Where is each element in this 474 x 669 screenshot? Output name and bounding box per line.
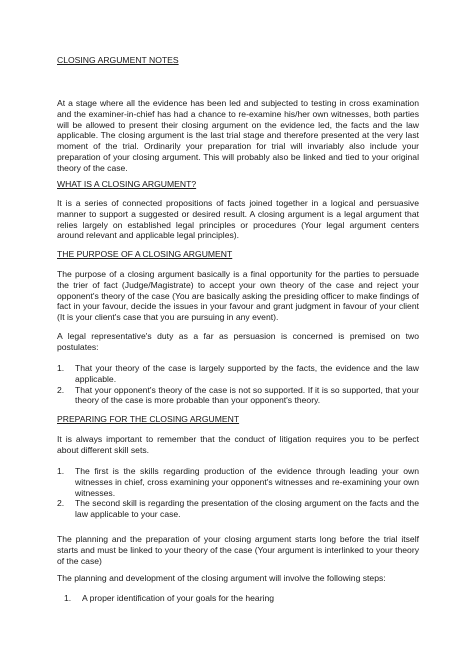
- list-item-text: The first is the skills regarding production of the evidence through leading your own witnesses in chief, cross examining your opponent's witnesses and re-examining your own witnesses.: [75, 466, 419, 498]
- section-purpose-postulates-intro: A legal representative's duty as a far as persuasion is concerned is premised on two postulates:: [57, 331, 419, 352]
- section-heading-preparing: PREPARING FOR THE CLOSING ARGUMENT: [57, 414, 240, 424]
- list-item-text: That your opponent's theory of the case is not so supported. If it is so supported, that your theory of the case is more probable than your opponent's theory.: [75, 384, 419, 406]
- section-heading-purpose: THE PURPOSE OF A CLOSING ARGUMENT: [57, 249, 233, 259]
- document-title: CLOSING ARGUMENT NOTES: [57, 55, 179, 65]
- intro-paragraph: At a stage where all the evidence has been led and subjected to testing in cross examination and the examiner-in-chief has had a chance to re-examine his/her own witnesses, both parties will be allowed to present their closing argument on the evidence led, the facts and the law applicable. The closing argument is the last trial stage and therefore presented at the very last moment of the trial. Ordinarily your preparation for trial will invariably also include your preparation of your closing argument. This will probably also be linked and tied to your original theory of the case.: [57, 98, 419, 173]
- list-item: [64, 593, 419, 604]
- section-what-is-body: It is a series of connected propositions of facts joined together in a logical and persuasive manner to support a suggested or desired result. A closing argument is a legal argument that relies largely on established legal principles or procedures (Your legal argument centers around relevant and applicable legal principles).: [57, 198, 419, 241]
- list-item-text: That your theory of the case is largely supported by the facts, the evidence and the law applicable.: [75, 363, 419, 384]
- section-preparing-body: It is always important to remember that the conduct of litigation requires you to be perfect about different skill sets.: [57, 434, 419, 455]
- section-planning-steps-intro: The planning and development of the closing argument will involve the following steps:: [57, 573, 386, 583]
- section-purpose-body: The purpose of a closing argument basically is a final opportunity for the parties to persuade the trier of fact (Judge/Magistrate) to accept your own theory of the case and reject your opponent's theory of the case (You are basically asking the presiding officer to make findings of fact in your favour, decide the issues in your favour and grant judgment in favour of your client (It is your client's case that you are pursuing in any event).: [57, 269, 419, 323]
- list-item-number: 2.: [57, 498, 65, 509]
- list-item-number: 2.: [57, 384, 65, 395]
- list-item-number: 1.: [57, 466, 65, 476]
- list-item-number: 1.: [57, 363, 65, 373]
- list-item: [57, 498, 419, 520]
- list-item: [57, 466, 419, 498]
- skill-sets-list: [57, 466, 419, 520]
- postulates-list: [57, 363, 419, 406]
- list-item: [57, 385, 419, 407]
- list-item-text: The second skill is regarding the presentation of the closing argument on the facts and the law applicable to your case.: [75, 498, 419, 520]
- list-item-text: A proper identification of your goals for the hearing: [82, 593, 275, 603]
- section-planning-body: The planning and the preparation of your closing argument starts long before the trial itself starts and must be linked to your theory of the case (Your argument is interlinked to your theory of the case): [57, 534, 419, 566]
- list-item: [57, 363, 419, 385]
- section-heading-what-is: WHAT IS A CLOSING ARGUMENT?: [57, 179, 197, 189]
- list-item-number: 1.: [64, 593, 72, 603]
- steps-list: [64, 593, 419, 604]
